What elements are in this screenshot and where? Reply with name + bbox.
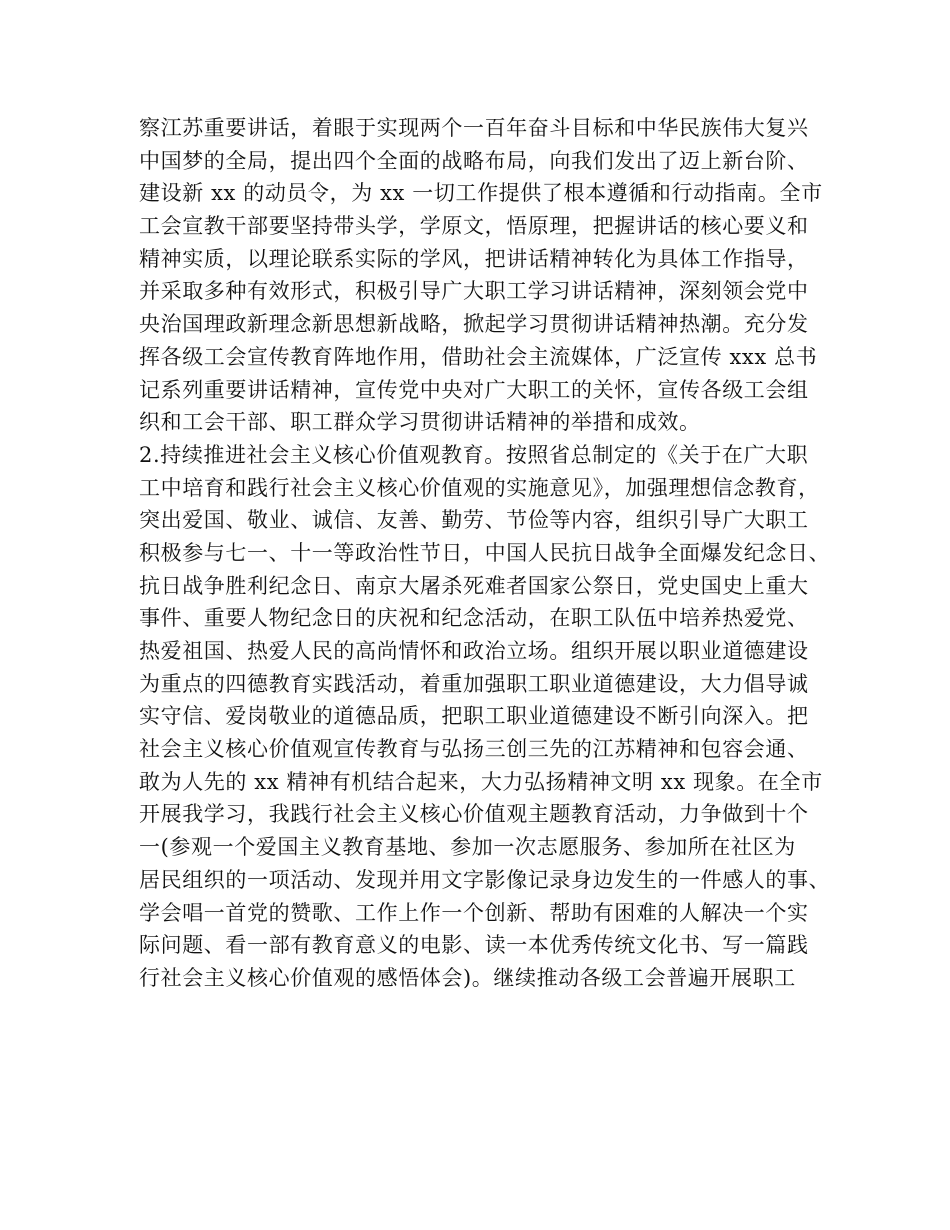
text-line: 积极参与七一、十一等政治性节日，中国人民抗日战争全面爆发纪念日、 <box>139 540 831 565</box>
text-line: 际问题、看一部有教育意义的电影、读一本优秀传统文化书、写一篇践 <box>139 933 809 958</box>
text-line: 开展我学习，我践行社会主义核心价值观主题教育活动，力争做到十个 <box>139 802 809 827</box>
text-line: 一(参观一个爱国主义教育基地、参加一次志愿服务、参加所在社区为 <box>139 835 796 860</box>
text-line: 织和工会干部、职工群众学习贯彻讲话精神的举措和成效。 <box>139 410 701 435</box>
text-line: 察江苏重要讲话，着眼于实现两个一百年奋斗目标和中华民族伟大复兴 <box>139 116 809 140</box>
body-text <box>139 112 839 995</box>
text-line: 为重点的四德教育实践活动，着重加强职工职业道德建设，大力倡导诚 <box>139 671 809 696</box>
text-line: 居民组织的一项活动、发现并用文字影像记录身边发生的一件感人的事、 <box>139 867 831 892</box>
text-line: 热爱祖国、热爱人民的高尚情怀和政治立场。组织开展以职业道德建设 <box>139 639 809 663</box>
text-line: 事件、重要人物纪念日的庆祝和纪念活动，在职工队伍中培养热爱党、 <box>139 606 809 631</box>
text-line: 抗日战争胜利纪念日、南京大屠杀死难者国家公祭日，党史国史上重大 <box>139 573 809 598</box>
section-heading-line: 2.持续推进社会主义核心价值观教育。按照省总制定的《关于在广大职 <box>139 442 809 467</box>
text-line: 并采取多种有效形式，积极引导广大职工学习讲话精神，深刻领会党中 <box>139 279 809 304</box>
text-line: 央治国理政新理念新思想新战略，掀起学习贯彻讲话精神热潮。充分发 <box>139 312 809 337</box>
text-line: 突出爱国、敬业、诚信、友善、勤劳、节俭等内容，组织引导广大职工 <box>139 508 809 533</box>
text-line: 社会主义核心价值观宣传教育与弘扬三创三先的江苏精神和包容会通、 <box>139 737 809 762</box>
text-line: 学会唱一首党的赞歌、工作上作一个创新、帮助有困难的人解决一个实 <box>139 900 809 925</box>
text-line: 记系列重要讲话精神，宣传党中央对广大职工的关怀，宣传各级工会组 <box>139 377 809 402</box>
text-line: 中国梦的全局，提出四个全面的战略布局，向我们发出了迈上新台阶、 <box>139 148 809 173</box>
text-line: 工会宣教干部要坚持带头学，学原文，悟原理，把握讲话的核心要义和 <box>139 214 809 239</box>
text-line: 敢为人先的 xx 精神有机结合起来，大力弘扬精神文明 xx 现象。在全市 <box>139 769 823 794</box>
text-line: 行社会主义核心价值观的感悟体会)。继续推动各级工会普遍开展职工 <box>139 965 796 990</box>
text-line: 实守信、爱岗敬业的道德品质，把职工职业道德建设不断引向深入。把 <box>139 704 809 729</box>
text-line: 建设新 xx 的动员令，为 xx 一切工作提供了根本遵循和行动指南。全市 <box>139 181 823 206</box>
text-line: 精神实质，以理论联系实际的学风，把讲话精神转化为具体工作指导， <box>139 246 809 271</box>
text-line: 工中培育和践行社会主义核心价值观的实施意见》，加强理想信念教育， <box>139 475 820 500</box>
text-line: 挥各级工会宣传教育阵地作用，借助社会主流媒体，广泛宣传 xxx 总书 <box>139 344 818 369</box>
